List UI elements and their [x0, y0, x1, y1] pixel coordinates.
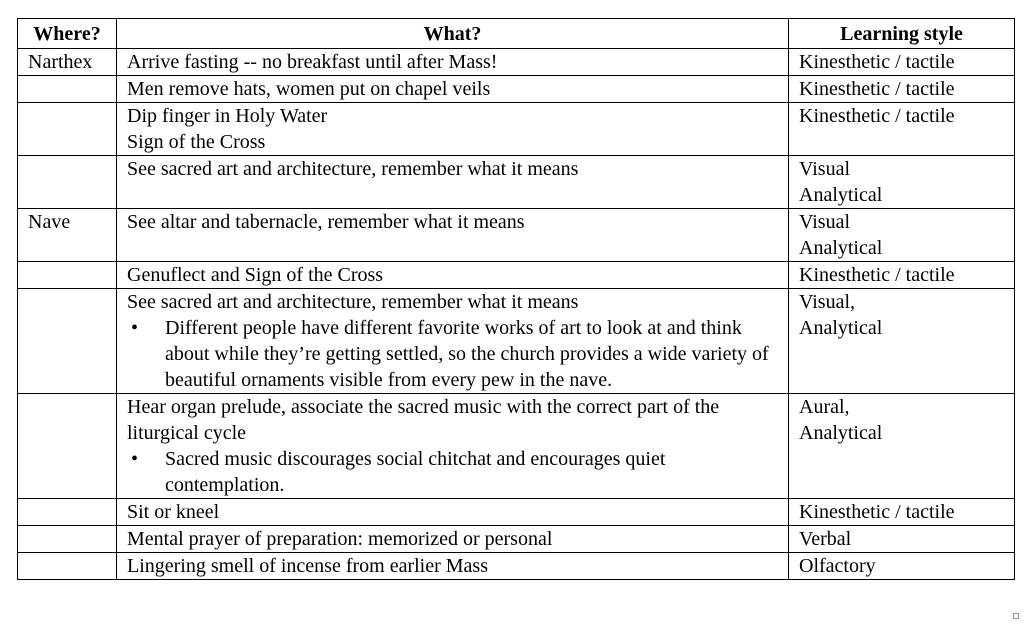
- cell-what: [117, 76, 789, 103]
- table-row: [18, 156, 1015, 209]
- header-what: What?: [117, 19, 789, 49]
- bullet-text: Different people have different favorite works of art to look at and think about while they’re getting settled, so the church provides a wide variety of beautiful ornaments visible from every pew in the nave.: [165, 317, 769, 391]
- bullet-text: Sacred music discourages social chitchat and encourages quiet contemplation.: [165, 448, 666, 496]
- learning-style-line: Aural,: [799, 396, 850, 418]
- cell-learning-style: [789, 103, 1015, 156]
- bullet-list: [127, 446, 782, 498]
- what-line: See sacred art and architecture, remember what it means: [127, 158, 579, 180]
- cell-what: [117, 553, 789, 580]
- what-line: Sit or kneel: [127, 501, 220, 523]
- cell-where: [18, 526, 117, 553]
- table-row: [18, 49, 1015, 76]
- cell-where: Narthex: [18, 49, 117, 76]
- table-row: [18, 526, 1015, 553]
- what-line: Sign of the Cross: [127, 131, 266, 153]
- table-body: [18, 49, 1015, 580]
- cell-what: [117, 156, 789, 209]
- bullet-item: [127, 315, 782, 393]
- cell-what: [117, 103, 789, 156]
- cell-learning-style: [789, 76, 1015, 103]
- what-line: Hear organ prelude, associate the sacred music with the correct part of the liturgical cycle: [127, 396, 720, 444]
- cell-what: [117, 526, 789, 553]
- cell-learning-style: [789, 156, 1015, 209]
- table-row: [18, 289, 1015, 394]
- learning-style-line: Visual: [799, 211, 851, 233]
- bullet-dot-icon: •: [131, 448, 139, 470]
- cell-learning-style: [789, 289, 1015, 394]
- cell-learning-style: [789, 526, 1015, 553]
- table-row: [18, 103, 1015, 156]
- learning-style-table: [17, 18, 1015, 580]
- bullet-dot-icon: •: [131, 317, 139, 339]
- cell-learning-style: [789, 394, 1015, 499]
- header-row: [18, 19, 1015, 49]
- what-line: See altar and tabernacle, remember what it means: [127, 211, 525, 233]
- learning-style-line: Verbal: [799, 528, 852, 550]
- cell-learning-style: [789, 553, 1015, 580]
- what-line: Men remove hats, women put on chapel veils: [127, 78, 491, 100]
- table-row: [18, 553, 1015, 580]
- cell-what: [117, 394, 789, 499]
- cell-where: [18, 76, 117, 103]
- cell-what: [117, 262, 789, 289]
- cell-where: [18, 103, 117, 156]
- what-line: Dip finger in Holy Water: [127, 105, 328, 127]
- learning-style-line: Kinesthetic / tactile: [799, 264, 955, 286]
- cell-learning-style: [789, 499, 1015, 526]
- cell-where: [18, 289, 117, 394]
- learning-style-line: Visual: [799, 158, 851, 180]
- cell-learning-style: [789, 49, 1015, 76]
- learning-style-line: Olfactory: [799, 555, 876, 577]
- cell-what: [117, 289, 789, 394]
- header-learning-style: Learning style: [789, 19, 1015, 49]
- learning-style-line: Visual,: [799, 291, 856, 313]
- table-row: [18, 76, 1015, 103]
- learning-style-line: Analytical: [799, 422, 883, 444]
- bullet-item: [127, 446, 782, 498]
- table-row: [18, 262, 1015, 289]
- what-line: See sacred art and architecture, remember what it means: [127, 291, 579, 313]
- learning-style-line: Analytical: [799, 184, 883, 206]
- cell-what: [117, 499, 789, 526]
- table-row: [18, 499, 1015, 526]
- cell-where: [18, 262, 117, 289]
- cell-where: [18, 553, 117, 580]
- table-row: [18, 394, 1015, 499]
- table-resize-handle[interactable]: [1013, 613, 1019, 619]
- what-line: Lingering smell of incense from earlier Mass: [127, 555, 488, 577]
- cell-learning-style: [789, 209, 1015, 262]
- what-line: Genuflect and Sign of the Cross: [127, 264, 384, 286]
- learning-style-line: Kinesthetic / tactile: [799, 105, 955, 127]
- learning-style-line: Kinesthetic / tactile: [799, 51, 955, 73]
- learning-style-line: Analytical: [799, 237, 883, 259]
- what-line: Mental prayer of preparation: memorized or personal: [127, 528, 553, 550]
- header-where: Where?: [18, 19, 117, 49]
- cell-where: [18, 394, 117, 499]
- cell-where: [18, 499, 117, 526]
- cell-what: [117, 49, 789, 76]
- cell-where: [18, 156, 117, 209]
- cell-learning-style: [789, 262, 1015, 289]
- learning-style-line: Kinesthetic / tactile: [799, 78, 955, 100]
- bullet-list: [127, 315, 782, 393]
- table-row: [18, 209, 1015, 262]
- learning-style-line: Analytical: [799, 317, 883, 339]
- learning-style-line: Kinesthetic / tactile: [799, 501, 955, 523]
- cell-where: Nave: [18, 209, 117, 262]
- what-line: Arrive fasting -- no breakfast until after Mass!: [127, 51, 498, 73]
- cell-what: [117, 209, 789, 262]
